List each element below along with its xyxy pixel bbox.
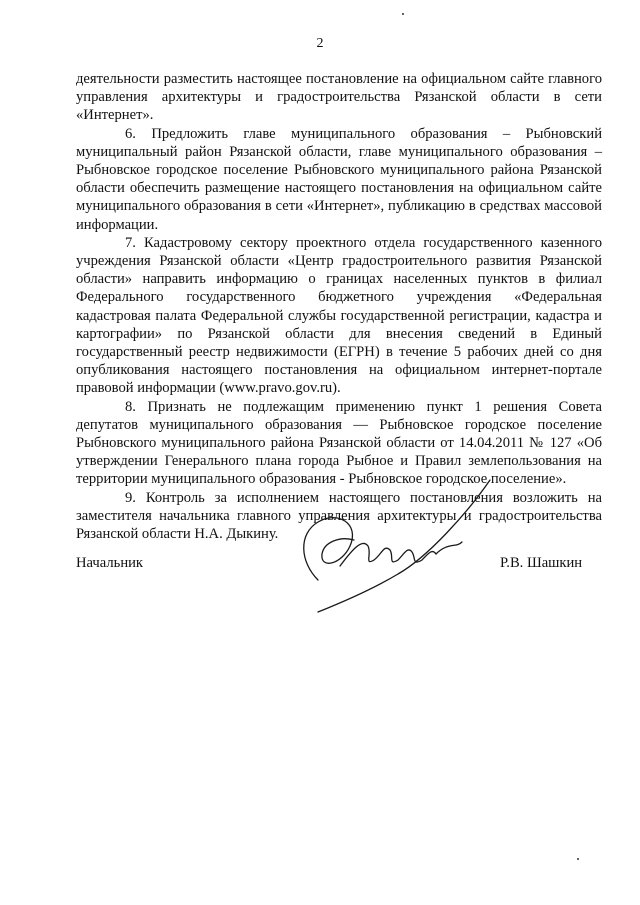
paragraph-item-8: 8. Признать не подлежащим применению пункт 1 решения Совета депутатов муниципального образования — Рыбновское городское поселение Рыбновского муниципального района Рязанской области от 14.04.2011 № 127 «Об утверждении Генерального плана города Рыбное и Правил землепользования на территории муниципального образования - Рыбновское городское поселение».: [76, 398, 602, 488]
handwritten-signature: [278, 462, 528, 617]
paragraph-item-7: 7. Кадастровому сектору проектного отдела государственного казенного учреждения Рязанской области «Центр градостроительного развития Рязанской области» направить информацию о границах населенных пунктов в филиал Федерального государственного бюджетного учреждения «Федеральная кадастровая палата Федеральной службы государственной регистрации, кадастра и картографии» по Рязанской области для внесения сведений в Единый государственный реестр недвижимости (ЕГРН) в течение 5 рабочих дней со дня опубликования настоящего постановления на официальном интернет-портале правовой информации (www.pravo.gov.ru).: [76, 234, 602, 397]
page-number: 2: [316, 36, 324, 51]
scan-speck: [402, 13, 404, 15]
signatory-title: Начальник: [76, 555, 144, 571]
paragraph-continuation: деятельности разместить настоящее постановление на официальном сайте главного управления архитектуры и градостроительства Рязанской области в сети «Интернет».: [76, 71, 602, 124]
paragraph-item-9: 9. Контроль за исполнением настоящего постановления возложить на заместителя начальника главного управления архитектуры и градостроительства Рязанской области Н.А. Дыкину.: [76, 489, 602, 543]
scan-speck: [577, 858, 579, 860]
signatory-name: Р.В. Шашкин: [500, 555, 583, 571]
paragraph-item-6: 6. Предложить главе муниципального образования – Рыбновский муниципальный район Рязанской области, главе муниципального образования – Рыбновское городское поселение Рыбновского муниципального района Рязанской области обеспечить размещение настоящего постановления на официальном сайте муниципального образования в сети «Интернет», публикацию в средствах массовой информации.: [76, 125, 602, 233]
